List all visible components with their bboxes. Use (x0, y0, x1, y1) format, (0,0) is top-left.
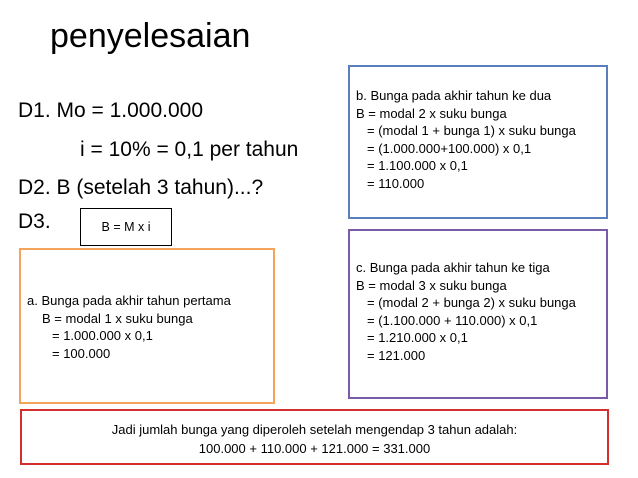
year-three-substitution: = (1.100.000 + 110.000) x 0,1 (367, 312, 538, 328)
year-one-heading: a. Bunga pada akhir tahun pertama (27, 293, 231, 308)
year-three-calculation: = 1.210.000 x 0,1 (367, 330, 468, 345)
year-three-result: = 121.000 (367, 347, 426, 363)
year-three-interest-box (348, 229, 608, 399)
year-two-heading: b. Bunga pada akhir tahun ke dua (356, 88, 552, 103)
conclusion-box (20, 409, 609, 465)
conclusion-total: 100.000 + 110.000 + 121.000 = 331.000 (198, 441, 431, 456)
year-two-expansion: = (modal 1 + bunga 1) x suku bunga (367, 123, 576, 138)
slide-title: penyelesaian (50, 17, 251, 55)
year-one-result: = 100.000 (52, 345, 111, 361)
year-one-interest-box (19, 248, 275, 404)
conclusion-statement: Jadi jumlah bunga yang diperoleh setelah mengendap 3 tahun adalah: (111, 422, 518, 437)
formula-box: B = M x i (80, 208, 172, 246)
year-one-calculation: = 1.000.000 x 0,1 (52, 328, 153, 343)
year-two-substitution: = (1.000.000+100.000) x 0,1 (367, 140, 532, 156)
year-two-calculation: = 1.100.000 x 0,1 (367, 158, 468, 173)
year-three-heading: c. Bunga pada akhir tahun ke tiga (356, 260, 550, 275)
year-two-formula: B = modal 2 x suku bunga (356, 105, 507, 121)
d1-interest-rate-line: i = 10% = 0,1 per tahun (80, 138, 299, 161)
year-one-formula: B = modal 1 x suku bunga (42, 310, 193, 326)
year-three-expansion: = (modal 2 + bunga 2) x suku bunga (367, 295, 576, 310)
year-three-formula: B = modal 3 x suku bunga (356, 277, 507, 293)
d3-label: D3. (18, 210, 51, 233)
d2-line: D2. B (setelah 3 tahun)...? (18, 176, 264, 199)
d1-line: D1. Mo = 1.000.000 (18, 99, 204, 122)
year-two-result: = 110.000 (367, 175, 425, 191)
year-two-interest-box (348, 65, 608, 219)
